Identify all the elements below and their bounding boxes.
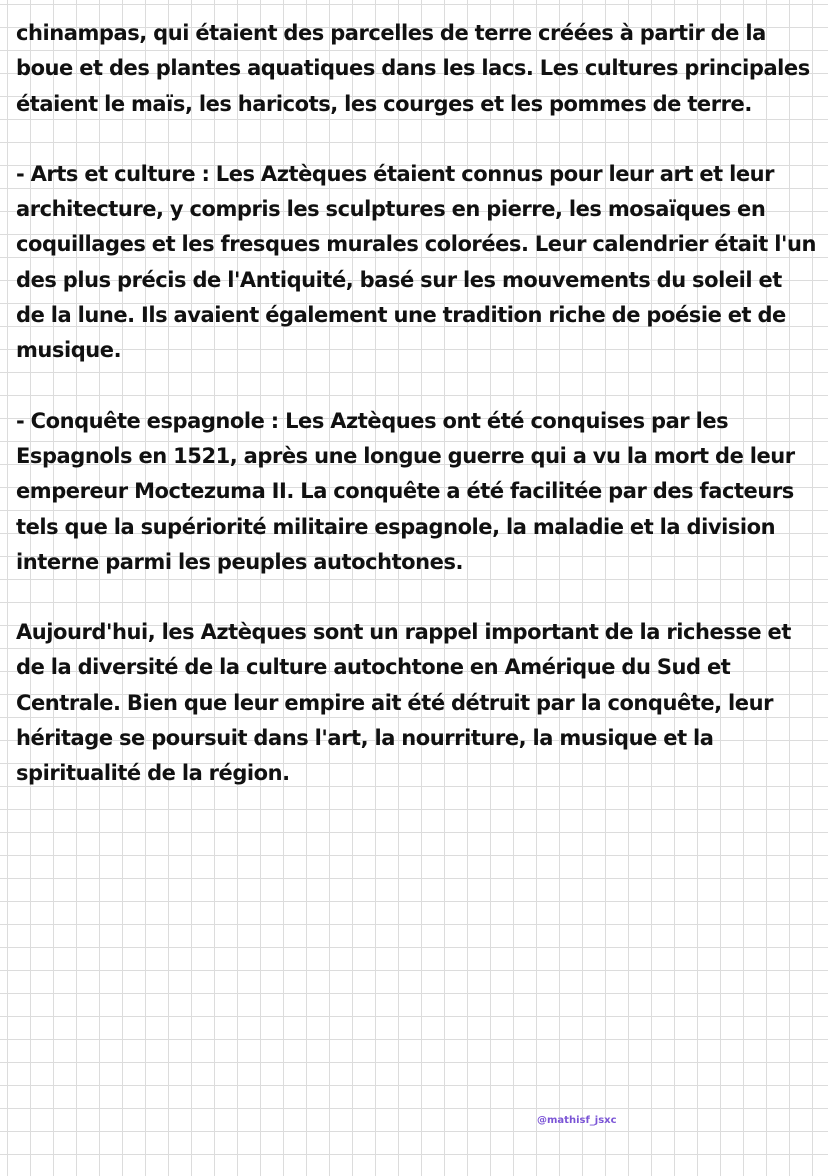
paragraph-conquete-espagnole: - Conquête espagnole : Les Aztèques ont été conquises par les Espagnols en 1521, après une longue guerre qui a vu la mort de leur empereur Moctezuma II. La conquête a été facilitée par des facteurs tels que la supériorité militaire espagnole, la maladie et la division interne parmi les peuples autochtones. — [16, 408, 795, 574]
paragraph-chinampas: chinampas, qui étaient des parcelles de terre créées à partir de la boue et des plantes aquatiques dans les lacs. Les cultures principales étaient le maïs, les haricots, les courges et les pommes de terre. — [16, 21, 810, 116]
paragraph-conclusion: Aujourd'hui, les Aztèques sont un rappel important de la richesse et de la diversité de la culture autochtone en Amérique du Sud et Centrale. Bien que leur empire ait été détruit par la conquête, leur héritage se poursuit dans l'art, la nourriture, la musique et la spiritualité de la région. — [16, 620, 791, 786]
document-page — [16, 16, 816, 827]
watermark-handle: @mathisf_jsxc — [537, 1115, 617, 1126]
paragraph-arts-et-culture: - Arts et culture : Les Aztèques étaient connus pour leur art et leur architecture, y compris les sculptures en pierre, les mosaïques en coquillages et les fresques murales colorées. Leur calendrier était l'un des plus précis de l'Antiquité, basé sur les mouvements du soleil et de la lune. Ils avaient également une tradition riche de poésie et de musique. — [16, 161, 816, 363]
